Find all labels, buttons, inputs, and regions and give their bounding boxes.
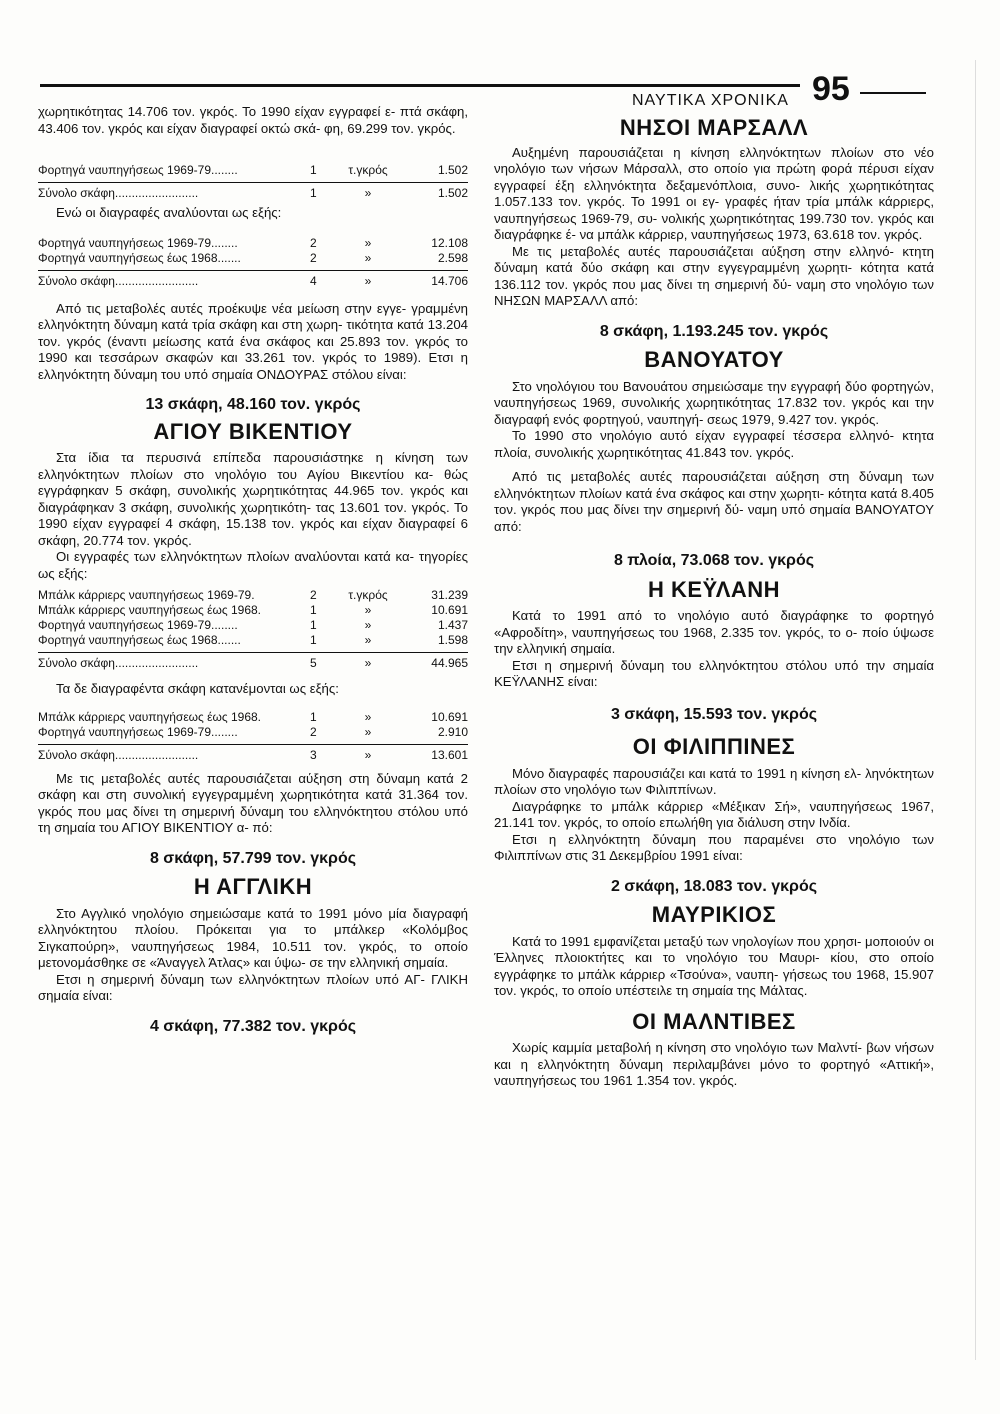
paragraph: Το 1990 στο νηολόγιο αυτό είχαν εγγραφεί τέσσερα ελληνό- κτητα πλοία, συνολικής χωρητικότητας 41.843 τον. γκρός. <box>494 428 934 460</box>
table-rule <box>38 744 468 745</box>
table-rule <box>38 652 468 653</box>
section-heading-saint-vincent: ΑΓΙΟΥ ΒΙΚΕΝΤΙΟΥ <box>153 418 353 444</box>
paragraph: Στα ίδια τα περυσινά επίπεδα παρουσιάστηκε η κίνηση των ελληνόκτητων πλοίων στο νηολόγιο του Αγίου Βικεντίου κα- θώς εγγράφηκαν 5 σκάφη, συνολικής χωρητικότητας 44.965 τον. γκρός και διαγράφηκαν 3 σκάφη, συνολικής χωρητικότη- τας 13.601 τον. γκρός. Το 1990 είχαν εγγραφεί 4 σκάφη, 15.138 τον. γκρός και είχαν διαγραφεί 6 σκάφη, 20.774 τον. γκρός. <box>38 450 468 548</box>
table-row: Φορτηγά ναυπηγήσεως 1969-79........ 2 » 2.910 <box>38 724 468 739</box>
paragraph: Από τις μεταβολές αυτές προέκυψε νέα μείωση στην εγγε- γραμμένη ελληνόκτητη δύναμη κατά τρία σκάφη και στη χωρη- τικότητα κατά 13.204 τον. γκρός (έναντι μείωσης κατά ένα σκάφος και 25.893 τον. γκρός το 1990 και τεσσάρων σκαφών και 33.261 τον. γκρός το 1989). Ετσι η ελληνόκτητη δύναμη του υπό σημαία ΟΝΔΟΥΡΑΣ στόλου είναι: <box>38 300 468 382</box>
page-edge-line <box>975 60 976 1360</box>
paragraph: Διαγράφηκε το μπάλκ κάρριερ «Μέξικαν Σή», ναυπηγήσεως 1967, 21.141 τον. γκρός, το οποίο επωλήθη για διάλυση στην Ινδία. <box>494 798 934 830</box>
table-total: Σύνολο σκάφη......................... 4 » 14.706 <box>38 273 468 288</box>
header-rule <box>40 84 800 87</box>
table-note: Ενώ οι διαγραφές αναλύονται ως εξής: <box>56 205 282 220</box>
publication-title: ΝΑΥΤΙΚΑ ΧΡΟΝΙΚΑ <box>632 92 789 109</box>
fleet-summary: 13 σκάφη, 48.160 τον. γκρός <box>145 396 361 413</box>
table-row: Μπάλκ κάρριερς ναυπηγήσεως έως 1968. 1 » 10.691 <box>38 709 468 724</box>
fleet-summary: 8 σκάφη, 1.193.245 τον. γκρός <box>599 322 829 340</box>
section-heading-ceylon: Η ΚΕΫΛΑΝΗ <box>647 576 781 602</box>
table-row: Φορτηγά ναυπηγήσεως έως 1968....... 1 » 1.598 <box>38 633 468 647</box>
paragraph: Αυξημένη παρουσιάζεται η κίνηση ελληνόκτητων πλοίων στο νέο νηολόγιο των νήσων Μάρσαλλ, στο οποίο για πρώτη φορά πέρυσι είχαν εγγραφεί έξη ελληνόκτητα δεξαμενόπλοια, συνο- λικής χωρητικότητας 1.057.133 τον. γκρός. Το 1991 οι εγ- γραφές ήταν τρία μπάλκ κάρριερς, ναυπηγήσεως 1969-79, συ- νολικής χωρητικότητας 199.730 τον. γκρός και διαγράφηκε έ- να μπάλκ κάρριερ, ναυπηγήσεως 1973, 63.618 τον. γκρός. <box>494 144 934 242</box>
table-row: Μπάλκ κάρριερς ναυπηγήσεως 1969-79. 2 τ.γκρός 31.239 <box>38 588 468 602</box>
fleet-summary: 8 πλοία, 73.068 τον. γκρός <box>613 552 815 569</box>
paragraph: Από τις μεταβολές αυτές παρουσιάζεται αύξηση στη δύναμη των ελληνόκτητων πλοίων κατά ένα σκάφος και στην χωρητι- κότητα κατά 8.405 τον. γκρός που μας δίνει την σημερινή δύ- ναμη υπό σημαία ΒΑΝΟΥΑΤΟΥ από: <box>494 469 934 534</box>
paragraph: Χωρίς καμμία μεταβολή η κίνηση στο νηολόγιο των Μαλντί- βων νήσων και η ελληνόκτητη δύναμη περιλαμβάνει μόνο το φορτηγό «Αττική», ναυπηγήσεως του 1961 1.354 τον. γκρός. <box>494 1040 934 1088</box>
paragraph: Στο νηολόγιου του Βανουάτου σημειώσαμε την εγγραφή δύο φορτηγών, ναυπηγήσεως 1969, συνολικής χωρητικότητας 17.832 τον. γκρός και την διαγραφή ενός φορτηγού, ναυπηγή- σεως 1979, 9.427 τον. γκρός. <box>494 378 934 427</box>
section-heading-maldives: ΟΙ ΜΑΛΝΤΙΒΕΣ <box>632 1008 796 1034</box>
fleet-summary: 4 σκάφη, 77.382 τον. γκρός <box>149 1017 357 1035</box>
header-rule-right <box>860 92 926 94</box>
section-heading-philippines: ΟΙ ΦΙΛΙΠΠΙΝΕΣ <box>632 734 796 759</box>
table-row: Μπάλκ κάρριερς ναυπηγήσεως έως 1968. 1 » 10.691 <box>38 603 468 617</box>
table-total: Σύνολο σκάφη......................... 3 » 13.601 <box>38 747 468 762</box>
page-number: 95 <box>812 70 850 108</box>
paragraph: Στο Αγγλικό νηολόγιο σημειώσαμε κατά το 1991 μόνο μία διαγραφή ελληνόκτητου πλοίου. Πρόκειται για το μπάλκερ «Κολόμβος Σιγκαπούρη», ναυπηγήσεως 1984, 10.511 τον. γκρός, το οποίο μετονομάσθηκε σε «Άναγγελ Άτλας» και ύψω- σε την ελληνική σημαία. <box>38 905 468 970</box>
section-heading-marshall-islands: ΝΗΣΟΙ ΜΑΡΣΑΛΛ <box>619 115 809 140</box>
section-heading-vanuatu: ΒΑΝΟΥΑΤΟΥ <box>644 347 784 372</box>
fleet-summary: 2 σκάφη, 18.083 τον. γκρός <box>610 877 818 895</box>
right-column <box>494 115 934 1090</box>
paragraph: Ετσι η σημερινή δύναμη των ελληνόκτητων πλοίων υπό ΑΓ- ΓΛΙΚΗ σημαία είναι: <box>38 971 468 1003</box>
table-rule <box>38 270 468 271</box>
table-total: Σύνολο σκάφη......................... 1 » 1.502 <box>38 186 468 200</box>
table-row: Φορτηγά ναυπηγήσεως 1969-79........ 1 » 1.437 <box>38 618 468 632</box>
fleet-summary: 3 σκάφη, 15.593 τον. γκρός <box>610 705 818 723</box>
section-heading-mauritius: ΜΑΥΡΙΚΙΟΣ <box>651 902 777 927</box>
table-row: Φορτηγά ναυπηγήσεως 1969-79........ 2 » 12.108 <box>38 235 468 250</box>
paragraph: Με τις μεταβολές αυτές παρουσιάζεται αύξηση στην ελληνό- κτητη δύναμη κατά δύο σκάφη και στην εγγεγραμμένη χωρητι- κότητα κατά 136.112 τον. γκρός που μας δίνει τη σημερινή δύ- ναμη στο νηολόγιο των ΝΗΣΩΝ ΜΑΡΣΑΛΛ από: <box>494 243 934 308</box>
intro-paragraph: χωρητικότητας 14.706 τον. γκρός. Το 1990 είχαν εγγραφεί ε- πτά σκάφη, 43.406 τον. γκρός και είχαν διαγραφεί οκτώ σκά- φη, 69.299 τον. γκρός. <box>38 104 468 136</box>
table-total: Σύνολο σκάφη......................... 5 » 44.965 <box>38 656 468 670</box>
paragraph: Ετσι η ελληνόκτητη δύναμη που παραμένει στο νηολόγιο των Φιλιππίνων στις 31 Δεκεμβρίου 1991 είναι: <box>494 831 934 863</box>
table-note: Τα δε διαγραφέντα σκάφη κατανέμονται ως εξής: <box>56 681 339 696</box>
section-heading-anguilla: Η ΑΓΓΛΙΚΗ <box>193 874 313 899</box>
table-rule <box>38 182 468 183</box>
table-row: Φορτηγά ναυπηγήσεως 1969-79........ 1 τ.γκρός 1.502 <box>38 163 468 177</box>
paragraph: Οι εγγραφές των ελληνόκτητων πλοίων αναλύονται κατά κα- τηγορίες ως εξής: <box>38 549 468 581</box>
paragraph: Ετσι η σημερινή δύναμη του ελληνόκτητου στόλου υπό την σημαία ΚΕΫΛΑΝΗΣ είναι: <box>494 657 934 689</box>
paragraph: Μόνο διαγραφές παρουσιάζει και κατά το 1991 η κίνηση ελ- ληνόκτητων πλοίων στο νηολόγιο των Φιλιππίνων. <box>494 765 934 797</box>
paragraph: Κατά το 1991 εμφανίζεται μεταξύ των νηολογίων που χρησι- μοποιούν οι Έλληνες πλοιοκτήτες και το νηολόγιο του Μαυρι- κίου, στο οποίο εγγράφηκε το μπάλκ κάρριερ «Τσούνα», ναυπη- γήσεως του 1968, 15.907 τον. γκρός, το οποίο υπέστειλε τη σημαία της Μάλτας. <box>494 933 934 998</box>
left-column <box>38 104 468 1035</box>
table-row: Φορτηγά ναυπηγήσεως έως 1968....... 2 » 2.598 <box>38 250 468 265</box>
paragraph: Κατά το 1991 από το νηολόγιο αυτό διαγράφηκε το φορτηγό «Αφροδίτη», ναυπηγήσεως του 1968, 2.335 τον. γκρός, το ο- ποίο ύψωσε την ελληνική σημαία. <box>494 608 934 656</box>
paragraph: Με τις μεταβολές αυτές παρουσιάζεται αύξηση στη δύναμη κατά 2 σκάφη και στη συνολική εγγεγραμμένη χωρητικότητα κατά 31.364 τον. γκρός που μας δίνει τη σημερινή δύναμη του ελληνόκτητου στόλου υπό τη σημαία του ΑΓΙΟΥ ΒΙΚΕΝΤΙΟΥ α- πό: <box>38 770 468 835</box>
fleet-summary: 8 σκάφη, 57.799 τον. γκρός <box>149 849 357 867</box>
